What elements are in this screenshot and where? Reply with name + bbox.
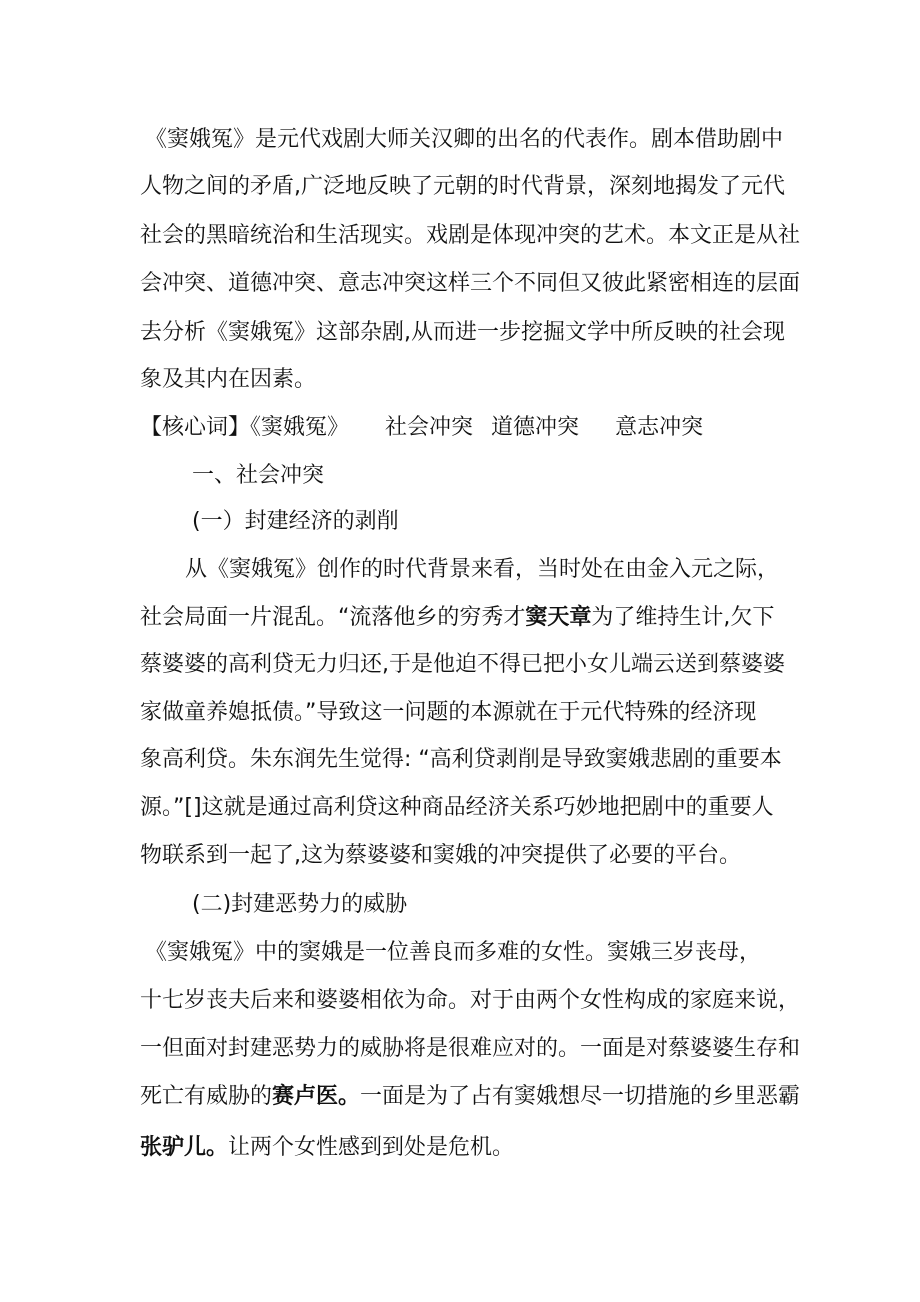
keywords-label: 【核心词】 [140,415,251,440]
subsection-heading: (一）封建经济的剥削 [192,509,399,534]
body-line: 十七岁丧夫后来和婆婆相依为命。对于由两个女性构成的家庭来说， [140,988,801,1013]
text: 社会局面一片混乱。“流落他乡的穷秀才 [140,605,526,630]
body-line: 源。”[]这就是通过高利贷这种商品经济关系巧妙地把剧中的重要人 [140,795,774,820]
keywords-line [140,414,703,442]
subsection-heading: (二)封建恶势力的威胁 [192,892,408,917]
text: 让两个女性感到到处是危机。 [228,1135,515,1160]
abstract-line: 象及其内在因素。 [140,367,317,392]
body-line [140,1083,800,1111]
body-line: 象高利贷。朱东润先生觉得: “高利贷剥削是导致窦娥悲剧的重要本 [140,747,782,772]
body-line: 物联系到一起了,这为蔡婆婆和窦娥的冲突提供了必要的平台。 [140,843,741,868]
keyword: 意志冲突 [615,415,704,440]
abstract-line: 去分析《窦娥冤》这部杂剧,从而进一步挖掘文学中所反映的社会现 [140,320,785,345]
name-highlight: 赛卢医。 [272,1084,361,1109]
text: 为了维持生计,欠下 [591,605,775,630]
body-line: 《窦娥冤》中的窦娥是一位善良而多难的女性。窦娥三岁丧母， [145,940,762,965]
text: 一面是为了占有窦娥想尽一切措施的乡里恶霸 [360,1084,801,1109]
abstract-line: 《窦娥冤》是元代戏剧大师关汉卿的出名的代表作。剧本借助剧中 [145,127,784,152]
keyword: 道德冲突 [491,415,580,440]
body-line: 家做童养媳抵债。”导致这一问题的本源就在于元代特殊的经济现 [140,700,757,725]
body-line [140,1134,514,1162]
section-heading: 一、社会冲突 [192,463,325,488]
abstract-line: 社会的黑暗统治和生活现实。戏剧是体现冲突的艺术。本文正是从社 [140,223,801,248]
abstract-line: 人物之间的矛盾,广泛地反映了元朝的时代背景，深刻地揭发了元代 [140,174,785,199]
text: 死亡有威胁的 [140,1084,273,1109]
abstract-line: 会冲突、道德冲突、意志冲突这样三个不同但又彼此紧密相连的层面 [140,271,801,296]
name-highlight: 张驴儿。 [140,1135,229,1160]
body-line [140,604,774,632]
body-line: 一但面对封建恶势力的威胁将是很难应对的。一面是对蔡婆婆生存和 [140,1036,801,1061]
body-line: 从《窦娥冤》创作的时代背景来看，当时处在由金入元之际， [185,557,780,582]
body-line: 蔡婆婆的高利贷无力归还,于是他迫不得已把小女儿端云送到蔡婆婆 [140,652,785,677]
keyword: 社会冲突 [385,415,474,440]
name-highlight: 窦天章 [525,605,592,630]
keyword: 《窦娥冤》 [250,415,350,440]
